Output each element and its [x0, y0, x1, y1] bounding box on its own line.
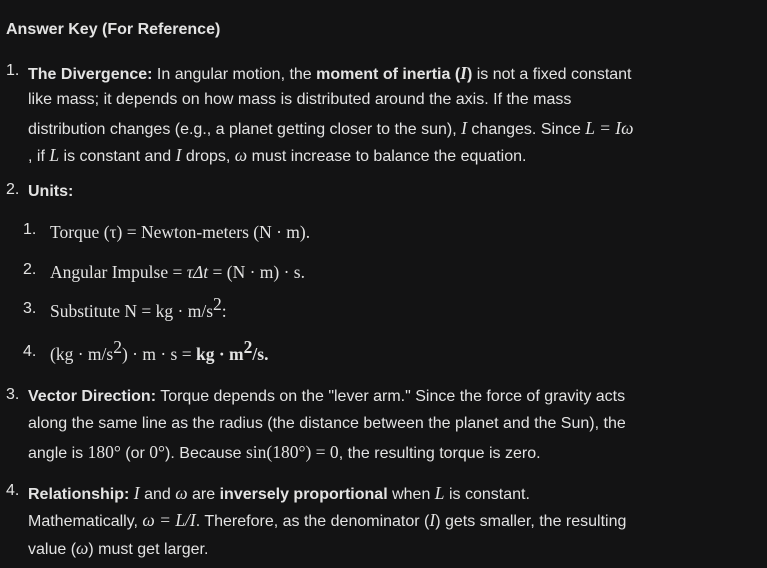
- item-text: is not a fixed constant: [472, 66, 632, 83]
- item-line: [28, 178, 73, 206]
- item-line: [28, 479, 530, 509]
- math-equation: L = Iω: [585, 118, 634, 138]
- item-number: 4.: [6, 482, 20, 499]
- item-text: ). Because: [165, 445, 246, 462]
- item-text: distribution changes (e.g., a planet getting closer to the sun),: [28, 121, 462, 138]
- item-text: ) gets smaller, the resulting: [435, 513, 627, 530]
- math-expression: kg · m: [195, 344, 244, 364]
- item-line: along the same line as the radius (the distance between the planet and the Sun), the: [28, 415, 626, 432]
- math-expression: Torque (τ) = Newton-meters (N · m).: [50, 222, 311, 242]
- item-bold: inversely proportional: [219, 486, 388, 503]
- math-symbol: I: [133, 483, 140, 503]
- math-symbol: ω: [175, 483, 188, 503]
- math-symbol: ω: [234, 145, 248, 165]
- item-number: 3.: [6, 386, 20, 403]
- item-text: , the resulting torque is zero.: [338, 445, 541, 462]
- superscript: 2: [243, 337, 253, 357]
- math-symbol: L: [49, 145, 60, 165]
- item-label: Vector Direction:: [28, 388, 157, 405]
- math-expression: Angular Impulse =: [50, 262, 187, 282]
- item-number: 1.: [6, 62, 20, 79]
- math-expression: 180°: [87, 442, 121, 462]
- item-text: is constant.: [444, 486, 530, 503]
- item-number: 2.: [23, 261, 37, 278]
- item-text: when: [387, 486, 435, 503]
- math-symbol: I: [175, 145, 182, 165]
- math-expression: τΔt: [186, 262, 209, 282]
- item-text: Mathematically,: [28, 513, 143, 530]
- item-line: [50, 337, 269, 370]
- math-symbol: L: [434, 483, 445, 503]
- item-line: [50, 294, 227, 327]
- item-text: Torque depends on the "lever arm." Since the force of gravity acts: [156, 388, 626, 405]
- item-line: [28, 506, 626, 536]
- math-symbol: I: [429, 510, 436, 530]
- item-text: . Therefore, as the denominator (: [195, 513, 430, 530]
- item-text: must increase to balance the equation.: [247, 148, 527, 165]
- math-equation: ω = L/I: [142, 510, 196, 530]
- item-text: is constant and: [59, 148, 176, 165]
- item-number: 4.: [23, 343, 37, 360]
- math-expression: /s.: [252, 344, 269, 364]
- item-number: 1.: [23, 221, 37, 238]
- superscript: 2: [213, 294, 222, 314]
- item-text: angle is: [28, 445, 88, 462]
- math-expression: ) · m · s =: [121, 344, 196, 364]
- item-line: [28, 114, 633, 144]
- item-label: Units:: [28, 183, 74, 200]
- math-symbol: I: [460, 63, 467, 83]
- item-number: 3.: [23, 300, 37, 317]
- item-line: [28, 438, 541, 468]
- item-line: like mass; it depends on how mass is distributed around the axis. If the mass: [28, 91, 572, 108]
- answer-key-heading: Answer Key (For Reference): [6, 21, 221, 38]
- item-line: [28, 59, 632, 89]
- item-text: ) must get larger.: [88, 541, 209, 558]
- item-label: Relationship:: [28, 486, 130, 503]
- item-number: 2.: [6, 181, 20, 198]
- superscript: 2: [113, 337, 122, 357]
- math-expression: (kg · m/s: [50, 344, 114, 364]
- item-text: drops,: [181, 148, 235, 165]
- math-expression: sin(180°) = 0: [245, 442, 339, 462]
- item-text: value (: [28, 541, 77, 558]
- item-label: The Divergence:: [28, 66, 153, 83]
- item-line: [50, 258, 305, 288]
- item-text: and: [139, 486, 176, 503]
- item-text: are: [187, 486, 220, 503]
- item-text: In angular motion, the: [152, 66, 317, 83]
- math-symbol: ω: [76, 538, 89, 558]
- item-line: [28, 141, 526, 171]
- math-expression: :: [221, 301, 227, 321]
- item-line: [28, 534, 208, 564]
- math-expression: = (N · m) · s.: [208, 262, 305, 282]
- math-symbol: I: [461, 118, 467, 138]
- math-expression: Substitute N = kg · m/s: [50, 301, 214, 321]
- item-text: , if: [28, 148, 50, 165]
- item-text: (or: [120, 445, 150, 462]
- math-expression: 0°: [149, 442, 166, 462]
- item-line: [28, 383, 625, 411]
- item-line: [50, 218, 310, 248]
- item-bold: ): [466, 66, 473, 83]
- item-text: changes. Since: [466, 121, 586, 138]
- item-bold: moment of inertia (: [316, 66, 461, 83]
